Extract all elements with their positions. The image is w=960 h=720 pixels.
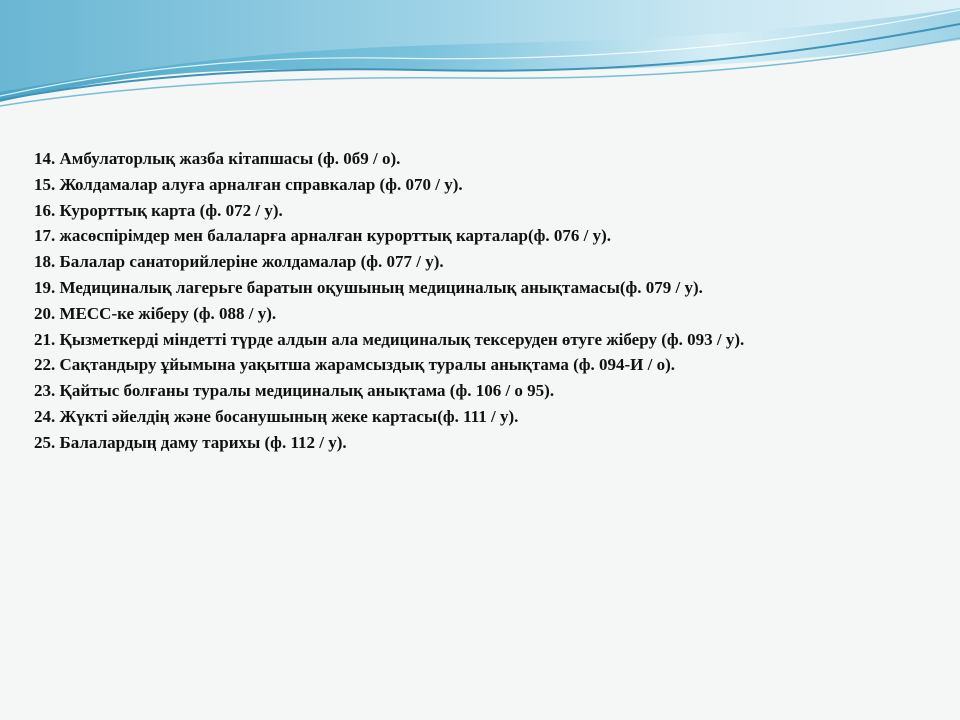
- list-item: 16. Курорттық карта (ф. 072 / у).: [34, 200, 283, 220]
- list-item: 15. Жолдамалар алуға арналған справкалар (ф. 070 / у).: [34, 174, 463, 194]
- forms-list: [34, 146, 914, 456]
- list-item: 23. Қайтыс болғаны туралы медициналық анықтама (ф. 106 / о 95).: [34, 381, 555, 401]
- list-item: 21. Қызметкерді міндетті түрде алдын ала медициналық тексеруден өтуге жіберу (ф. 093 / у).: [34, 329, 745, 349]
- list-item: 19. Медициналық лагерьге баратын оқушының медициналық анықтамасы(ф. 079 / у).: [34, 277, 703, 297]
- list-item: 24. Жүкті әйелдің және босанушының жеке картасы(ф. 111 / у).: [34, 406, 519, 426]
- list-item: 18. Балалар санаторийлеріне жолдамалар (ф. 077 / у).: [34, 252, 444, 272]
- list-item: 22. Сақтандыру ұйымына уақытша жарамсыздық туралы анықтама (ф. 094-И / о).: [34, 355, 676, 375]
- header-wave-decoration: [0, 0, 960, 130]
- list-item: 25. Балалардың даму тарихы (ф. 112 / у).: [34, 432, 347, 452]
- list-item: 20. МЕСС-ке жіберу (ф. 088 / у).: [34, 303, 277, 323]
- list-item: 17. жасөспірімдер мен балаларға арналған курорттық карталар(ф. 076 / у).: [34, 226, 611, 246]
- list-item: 14. Амбулаторлық жазба кітапшасы (ф. 0б9 / о).: [34, 149, 401, 168]
